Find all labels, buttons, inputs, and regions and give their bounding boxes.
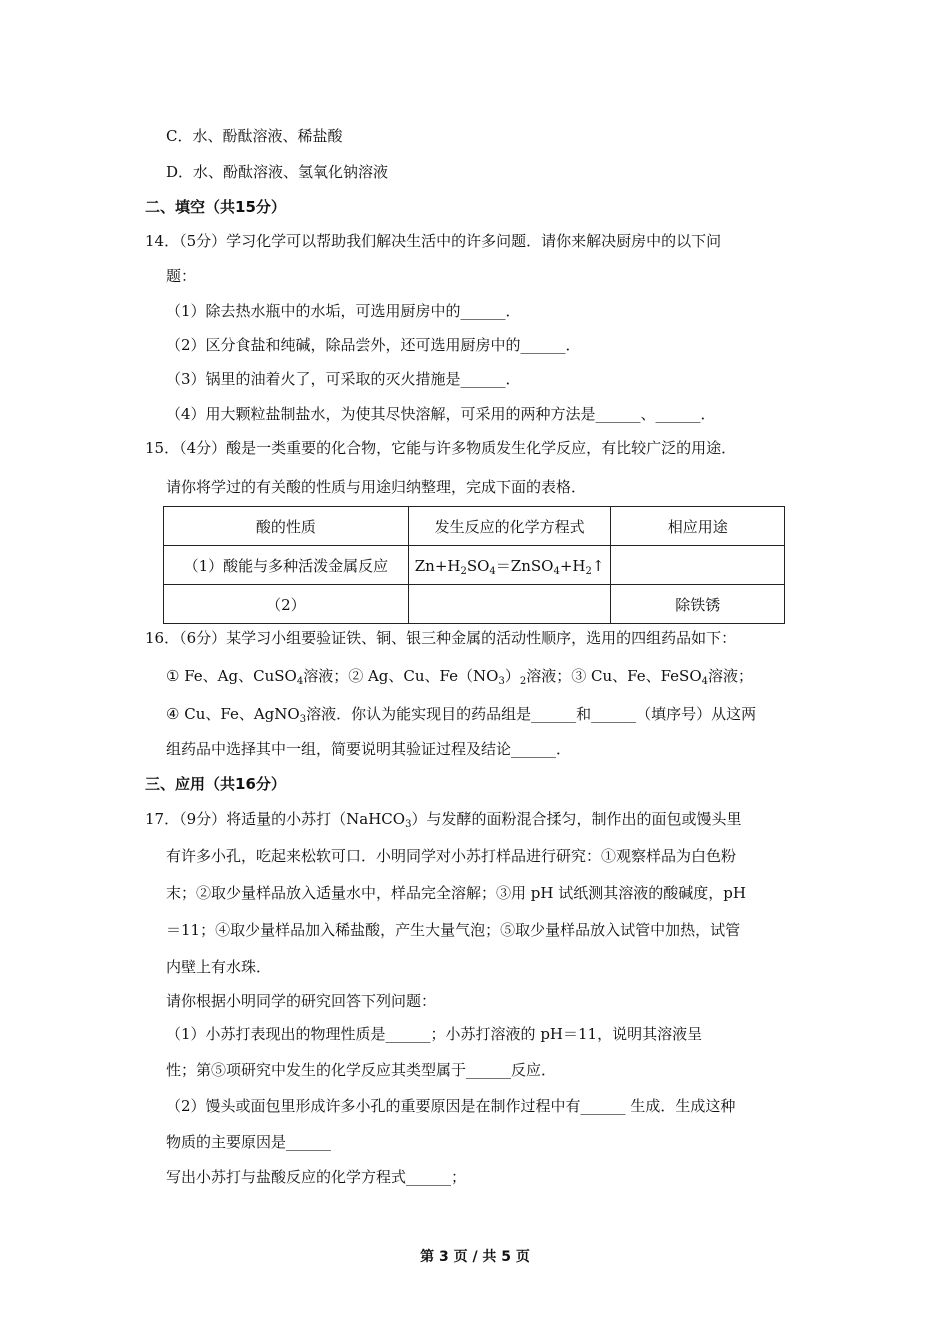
section3-title: 三、应用（共16分） bbox=[145, 775, 286, 793]
q15-line2: 请你将学过的有关酸的性质与用途归纳整理，完成下面的表格． bbox=[166, 478, 587, 496]
header-use: 相应用途 bbox=[611, 507, 785, 546]
acid-properties-table bbox=[163, 506, 785, 624]
section2-title: 二、填空（共15分） bbox=[145, 198, 286, 216]
row2-property: （2） bbox=[164, 585, 409, 624]
q17-line5: 内壁上有水珠． bbox=[166, 958, 272, 976]
q16-line2: ① Fe、Ag、CuSO$_4$溶液；② Ag、Cu、$Fe(NO_3)_2$溶液；③ Cu、Fe、FeSO$_4$溶液； bbox=[166, 667, 754, 687]
q17-line6: 请你根据小明同学的研究回答下列问题： bbox=[166, 992, 437, 1010]
q17-line2: 有许多小孔，吃起来松软可口．小明同学对小苏打样品进行研究：①观察样品为白色粉 bbox=[166, 847, 737, 865]
q17-line3: 末；②取少量样品放入适量水中，样品完全溶解；③用 pH 试纸测其溶液的酸碱度，pH bbox=[166, 884, 746, 902]
q15-line1: 15．（4分）酸是一类重要的化合物，它能与许多物质发生化学反应，有比较广泛的用途． bbox=[145, 439, 737, 457]
q14-part3: （3）锅里的油着火了，可采取的灭火措施是______． bbox=[166, 370, 521, 388]
q17-line4: ＝11；④取少量样品加入稀盐酸，产生大量气泡；⑤取少量样品放入试管中加热，试管 bbox=[166, 921, 741, 939]
q17-line9: （2）馒头或面包里形成许多小孔的重要原因是在制作过程中有______ 生成．生成这种 bbox=[166, 1097, 736, 1115]
row1-use bbox=[611, 546, 785, 585]
q14-line2: 题： bbox=[166, 267, 197, 285]
table-header-row bbox=[164, 507, 785, 546]
q17-line10: 物质的主要原因是______ bbox=[166, 1133, 332, 1151]
row2-equation bbox=[408, 585, 611, 624]
table-row bbox=[164, 585, 785, 624]
page-footer: 第 3 页 / 共 5 页 bbox=[420, 1249, 530, 1265]
q16-line1: 16．（6分）某学习小组要验证铁、铜、银三种金属的活动性顺序，选用的四组药品如下： bbox=[145, 629, 737, 647]
q14-part1: （1）除去热水瓶中的水垢，可选用厨房中的______． bbox=[166, 302, 521, 320]
q14-line1: 14．（5分）学习化学可以帮助我们解决生活中的许多问题．请你来解决厨房中的以下问 bbox=[145, 232, 722, 250]
q17-line8: 性；第⑤项研究中发生的化学反应其类型属于______反应． bbox=[166, 1061, 557, 1079]
row1-property: （1）酸能与多种活泼金属反应 bbox=[164, 546, 409, 585]
q13-option-c: C．水、酚酞溶液、稀盐酸 bbox=[166, 127, 343, 145]
q17-line11: 写出小苏打与盐酸反应的化学方程式______； bbox=[166, 1168, 467, 1186]
q17-line7: （1）小苏打表现出的物理性质是______；小苏打溶液的 pH＝11，说明其溶液呈 bbox=[166, 1025, 703, 1043]
q16-line3: ④ Cu、Fe、AgNO$_3$溶液．你认为能实现目的药品组是______和______（填序号）从这两 bbox=[166, 705, 757, 725]
header-equation: 发生反应的化学方程式 bbox=[408, 507, 611, 546]
q14-part4: （4）用大颗粒盐制盐水，为使其尽快溶解，可采用的两种方法是______、______． bbox=[166, 405, 716, 423]
q17-line1: 17．（9分）将适量的小苏打（NaHCO$_3$）与发酵的面粉混合揉匀，制作出的面包或馒头里 bbox=[145, 810, 742, 830]
row2-use: 除铁锈 bbox=[611, 585, 785, 624]
q16-line4: 组药品中选择其中一组，简要说明其验证过程及结论______． bbox=[166, 740, 572, 758]
q13-option-d: D．水、酚酞溶液、氢氧化钠溶液 bbox=[166, 163, 389, 181]
header-property: 酸的性质 bbox=[164, 507, 409, 546]
up-arrow-icon: ↑ bbox=[591, 556, 605, 575]
row1-equation: $Zn+H_2SO_4=ZnSO_4+H_2↑$ bbox=[408, 546, 611, 585]
q14-part2: （2）区分食盐和纯碱，除品尝外，还可选用厨房中的______． bbox=[166, 336, 581, 354]
table-row bbox=[164, 546, 785, 585]
